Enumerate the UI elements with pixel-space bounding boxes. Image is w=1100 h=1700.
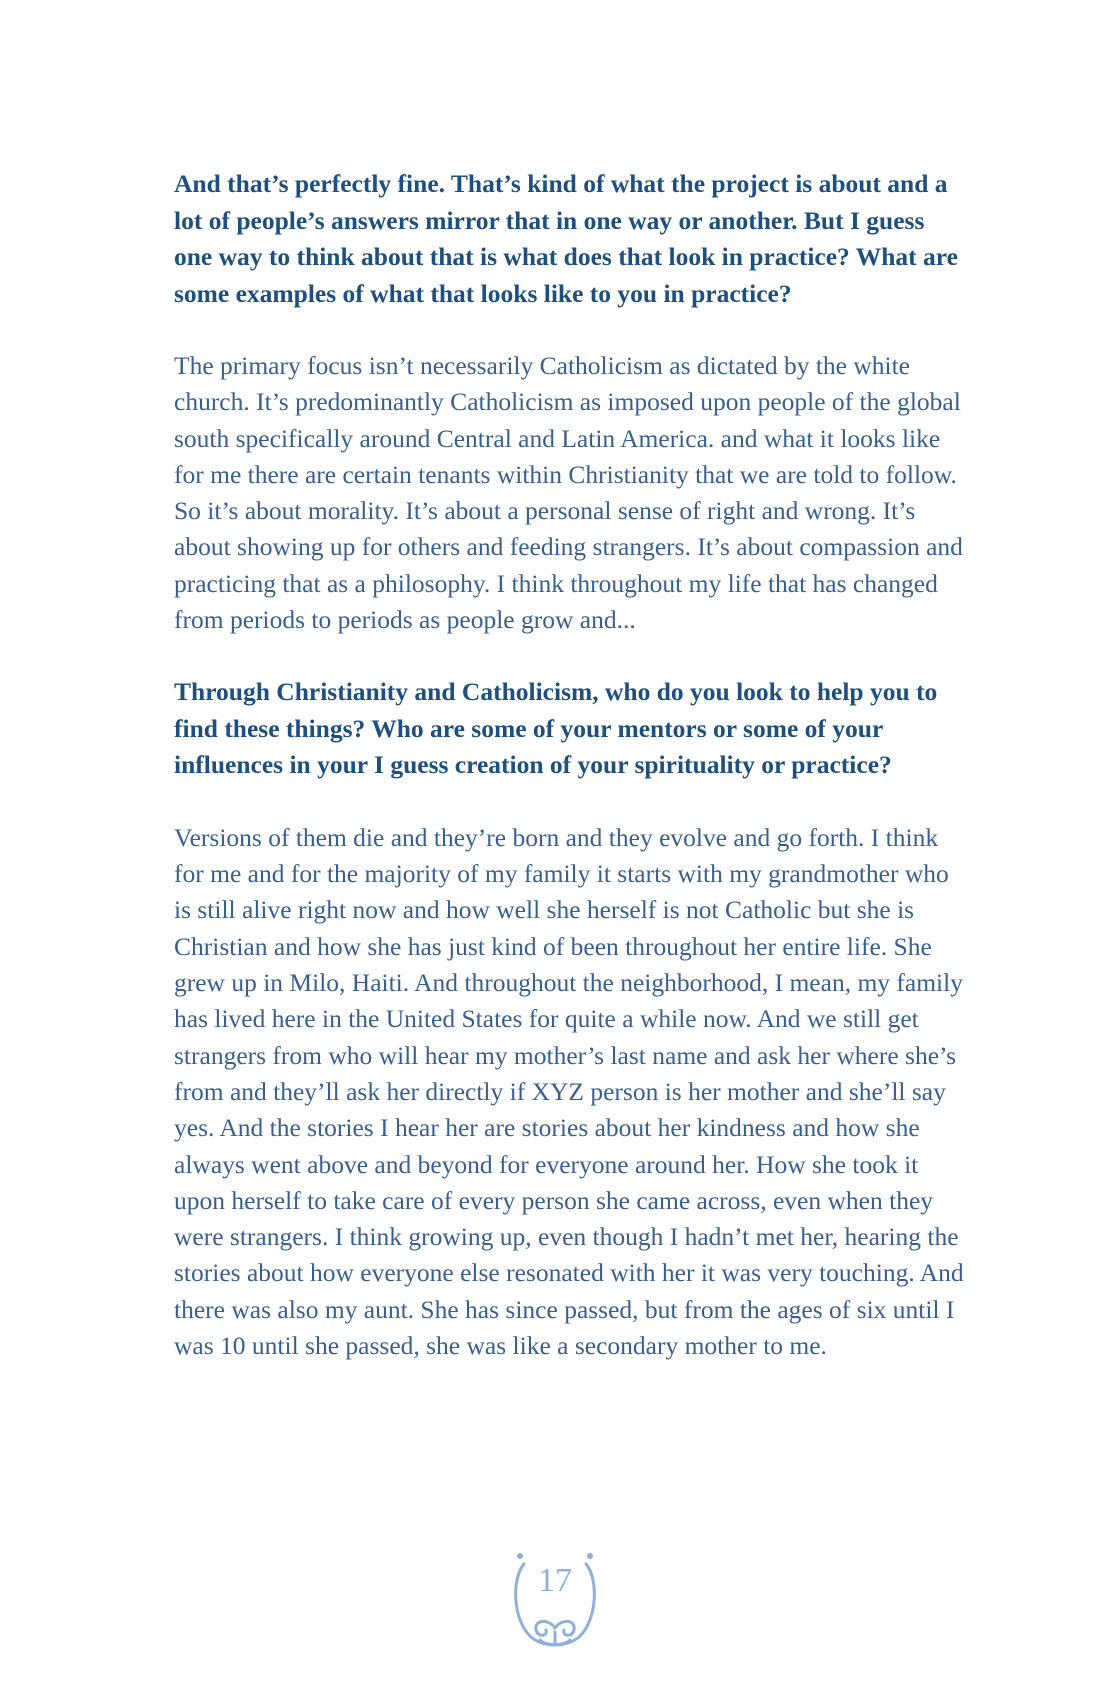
interview-question-1: And that’s perfectly fine. That’s kind of what the project is about and a lot of people’s answers mirror that in one way or another. But I guess one way to think about that is what does that look in practice? What are some examples of what that looks like to you in practice? [174, 169, 958, 308]
interview-text [174, 166, 964, 1400]
interview-question-2: Through Christianity and Catholicism, who do you look to help you to find these things? Who are some of your mentors or some of your influences in your I guess creation of your spirituality or practice? [174, 677, 938, 780]
page-number-ornament [510, 1548, 600, 1658]
interview-answer-1: The primary focus isn’t necessarily Catholicism as dictated by the white church. It’s predominantly Catholicism as imposed upon people of the global south specifically around Central and Latin America. and what it looks like for me there are certain tenants within Christianity that we are told to follow. So it’s about morality. It’s about a personal sense of right and wrong. It’s about showing up for others and feeding strangers. It’s about compassion and practicing that as a philosophy. I think throughout my life that has changed from periods to periods as people grow and... [174, 351, 963, 635]
page-number: 17 [538, 1562, 572, 1599]
interview-answer-2: Versions of them die and they’re born and they evolve and go forth. I think for me and for the majority of my family it starts with my grandmother who is still alive right now and how well she herself is not Catholic but she is Christian and how she has just kind of been throughout her entire life. She grew up in Milo, Haiti. And throughout the neighborhood, I mean, my family has lived here in the United States for quite a while now. And we still get strangers from who will hear my mother’s last name and ask her where she’s from and they’ll ask her directly if XYZ person is her mother and she’ll say yes. And the stories I hear her are stories about her kindness and how she always went above and beyond for everyone around her. How she took it upon herself to take care of every person she came across, even when they were strangers. I think growing up, even though I hadn’t met her, hearing the stories about how everyone else resonated with her it was very touching. And there was also my aunt. She has since passed, but from the ages of six until I was 10 until she passed, she was like a secondary mother to me. [174, 822, 964, 1361]
